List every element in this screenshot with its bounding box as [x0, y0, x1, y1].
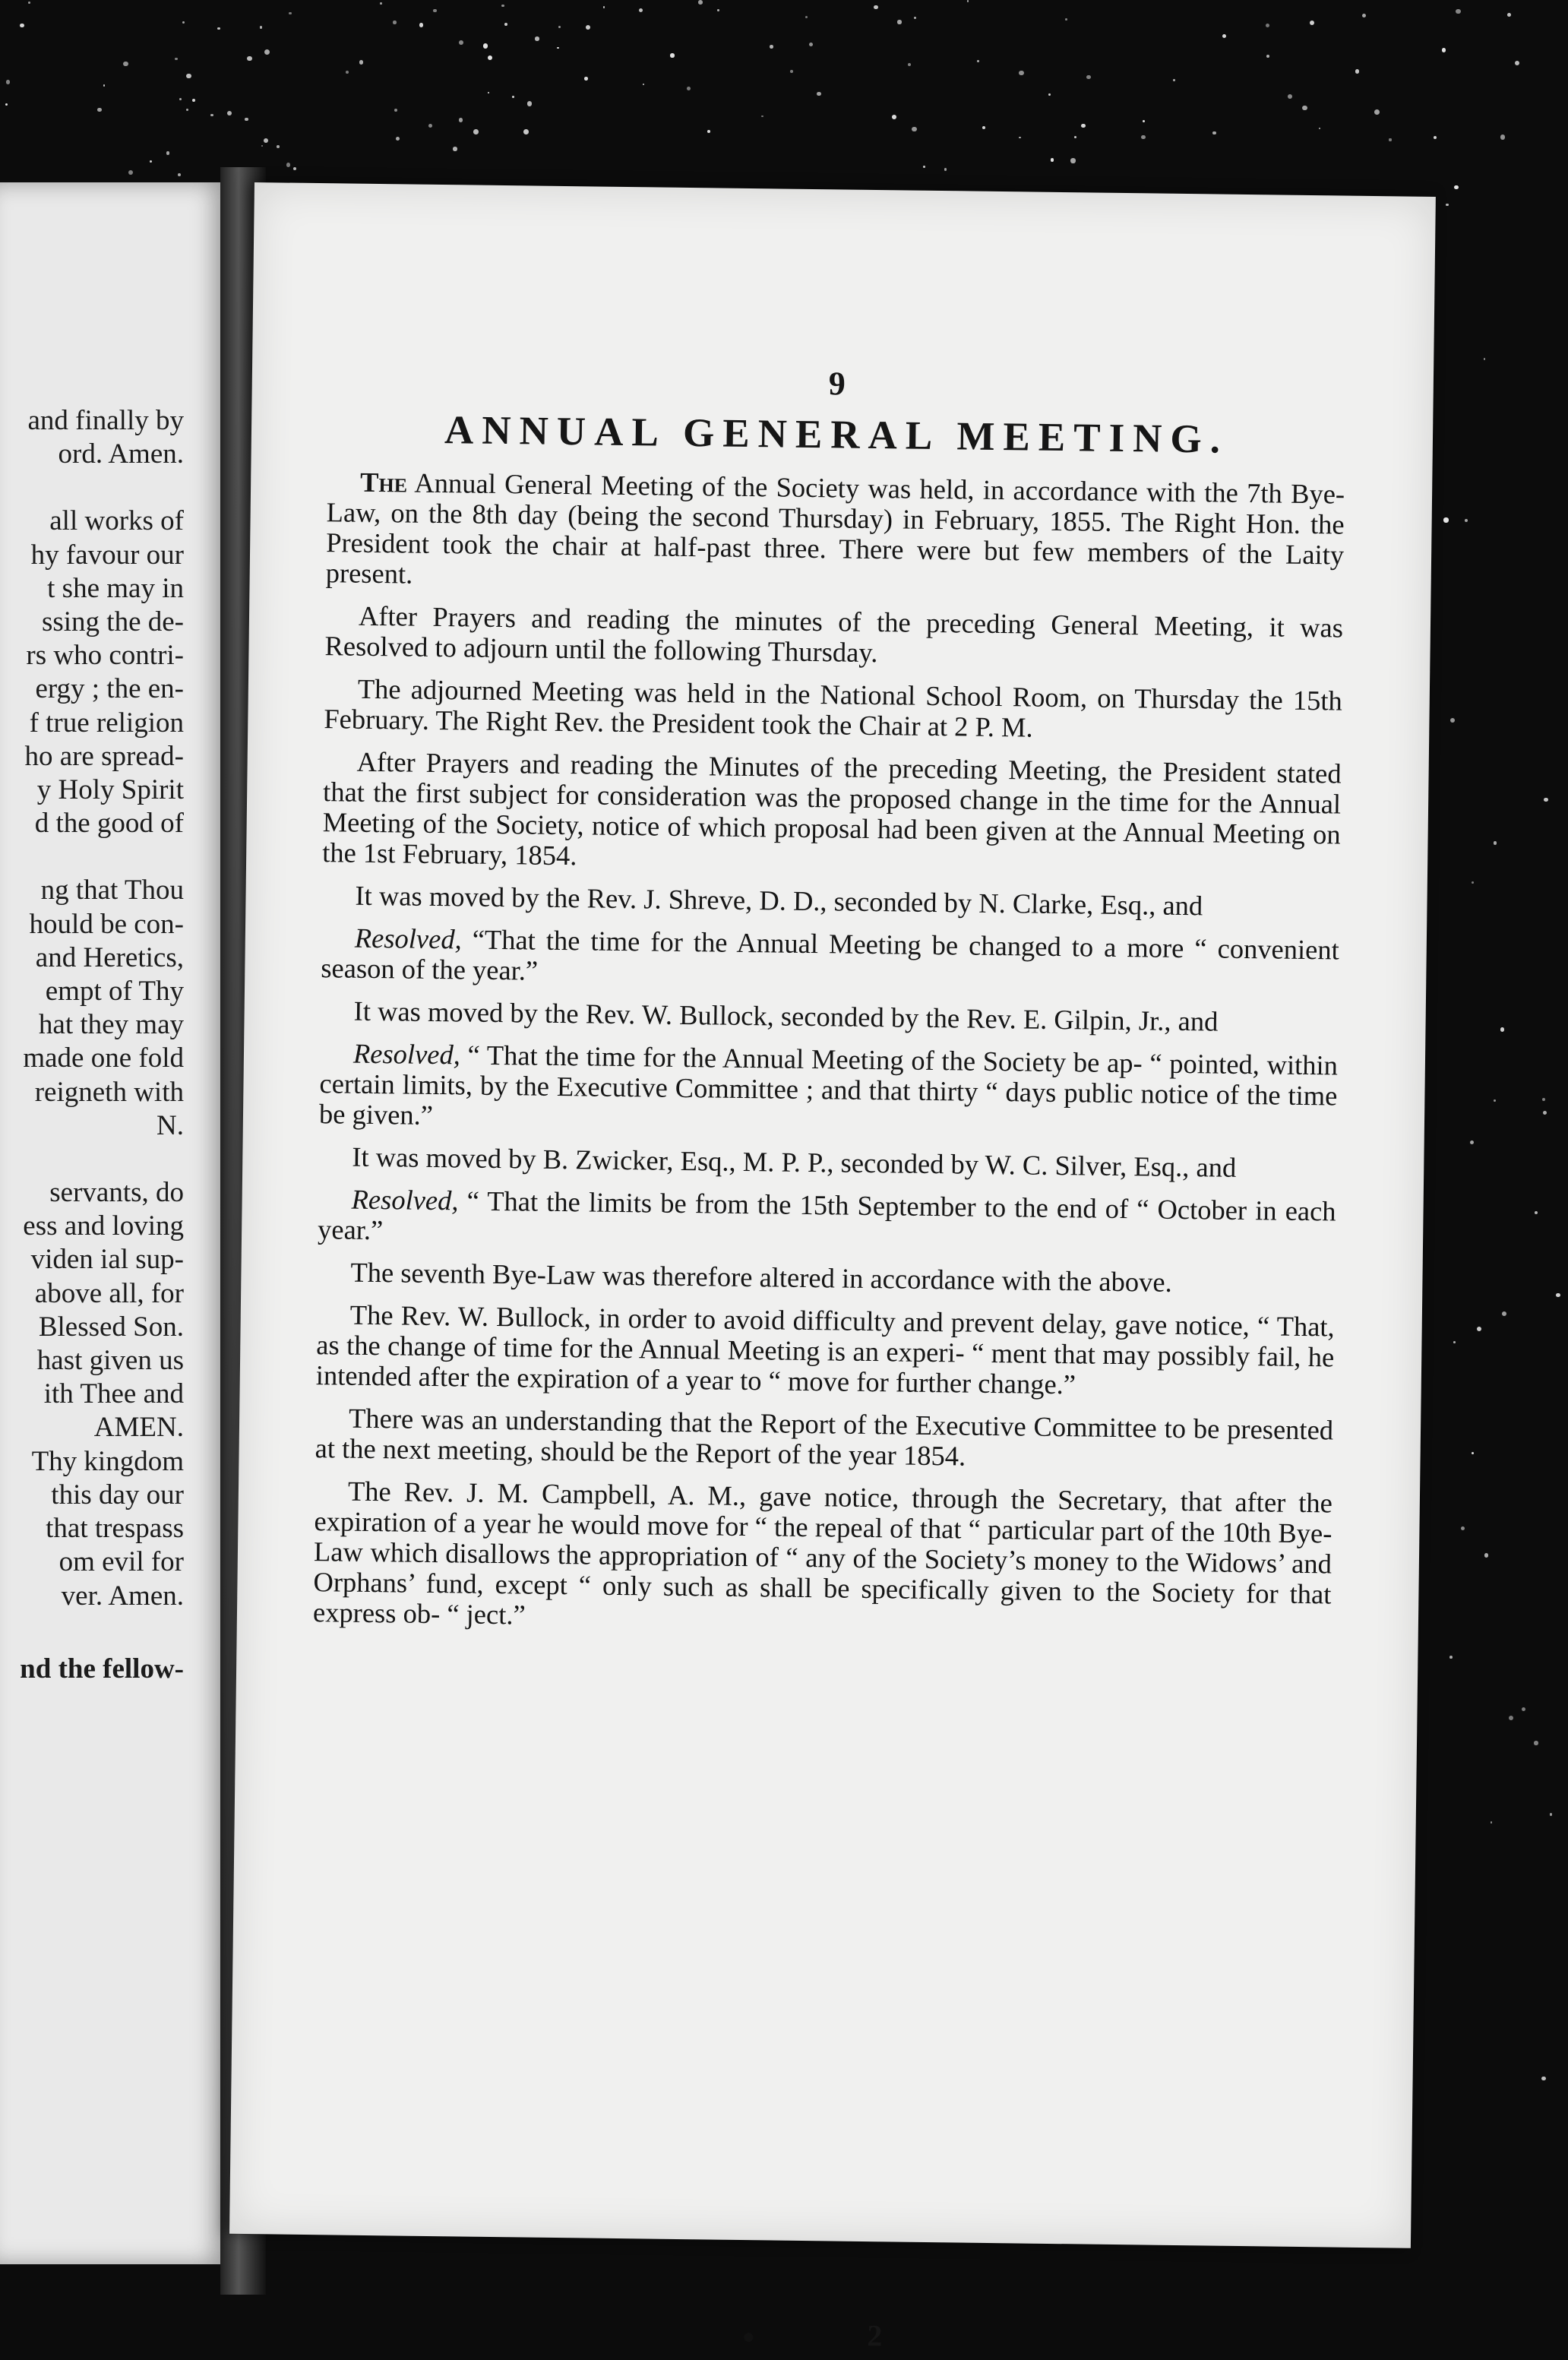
- dust-speck: [967, 0, 969, 2]
- page-title: ANNUAL GENERAL MEETING.: [444, 408, 1229, 462]
- signature-mark: 2: [867, 2318, 883, 2353]
- dust-speck: [501, 5, 504, 8]
- dust-speck: [527, 101, 532, 106]
- left-page-line: that trespass: [46, 1513, 184, 1545]
- dust-speck: [346, 71, 349, 74]
- dust-speck: [1550, 1813, 1552, 1815]
- dust-speck: [707, 130, 711, 134]
- dust-speck: [1465, 519, 1468, 523]
- dust-speck: [260, 26, 262, 28]
- dust-speck: [817, 92, 820, 96]
- dust-speck: [892, 115, 896, 119]
- dust-speck: [1470, 1140, 1474, 1144]
- resolution-1: [321, 922, 1339, 995]
- dust-speck: [103, 84, 106, 87]
- left-page-line: ess and loving: [23, 1210, 184, 1242]
- dust-speck: [5, 103, 8, 106]
- dust-speck: [264, 138, 268, 143]
- dust-speck: [459, 40, 463, 45]
- dust-speck: [557, 47, 558, 49]
- dust-speck: [1456, 9, 1461, 14]
- left-page-line: Thy kingdom: [31, 1445, 184, 1477]
- left-page-line: made one fold: [23, 1042, 184, 1074]
- dust-speck: [982, 126, 985, 129]
- dust-speck: [643, 84, 644, 85]
- dust-speck: [1443, 517, 1448, 522]
- dust-speck: [245, 118, 248, 122]
- resolution-3-lead: Resolved,: [351, 1183, 459, 1216]
- dust-speck: [687, 87, 691, 90]
- left-page-line: all works of: [49, 505, 184, 537]
- dust-speck: [1472, 1452, 1474, 1454]
- dust-speck: [512, 96, 514, 98]
- dust-speck: [293, 167, 296, 170]
- dust-speck: [1074, 136, 1076, 138]
- dust-speck: [182, 21, 185, 24]
- dust-speck: [264, 49, 270, 55]
- dust-speck: [1534, 1741, 1538, 1745]
- dust-speck: [1477, 1327, 1481, 1331]
- resolution-3: [318, 1184, 1336, 1257]
- dust-speck: [6, 80, 10, 84]
- dust-speck: [1484, 358, 1485, 359]
- dust-speck: [603, 6, 605, 8]
- dust-speck: [1065, 18, 1067, 21]
- dust-speck: [210, 114, 213, 116]
- page-number: 9: [828, 365, 846, 403]
- dust-speck: [717, 9, 719, 11]
- dust-speck: [790, 70, 793, 73]
- dust-speck: [1070, 158, 1075, 163]
- dust-speck: [286, 163, 291, 167]
- paragraph-4: After Prayers and reading the Minutes of the preceding Meeting, the President stated that the first subject for consideration was the proposed change in the time for the Annual Meeting of the Society, notice of which proposal had been given at the Annual Meeting on the 1st February, 1854.: [321, 745, 1342, 872]
- left-page-line: ver. Amen.: [61, 1580, 184, 1612]
- dust-speck: [809, 43, 813, 46]
- dust-speck: [1019, 137, 1020, 138]
- dust-speck: [1288, 94, 1292, 99]
- paragraph-12: The Rev. W. Bullock, in order to avoid difficulty and prevent delay, gave notice, “ That, as the change of time for the Annual Meeting is an experi- “ ment that may possibly fail, he intended after the expiration of a year to “ move for further change.”: [315, 1299, 1335, 1400]
- left-page-line: [20, 840, 184, 874]
- dust-speck: [698, 0, 703, 5]
- dust-speck: [453, 147, 457, 151]
- left-page-line: Blessed Son.: [38, 1311, 184, 1343]
- dust-speck: [1500, 134, 1505, 139]
- dust-speck: [1535, 1211, 1538, 1214]
- left-page-line: this day our: [51, 1479, 184, 1511]
- dust-speck: [150, 160, 152, 163]
- left-page-line: viden ial sup-: [30, 1244, 184, 1276]
- dust-speck: [394, 109, 397, 112]
- page-content: [312, 358, 1347, 2353]
- paragraph-1-text: Annual General Meeting of the Society was held, in accordance with the 7th Bye-Law, on the 8th day (being the second Thursday) in February, 1855. The Right Hon. the President took the chair at half-past three. There were but few members of the Laity present.: [325, 467, 1345, 590]
- dust-speck: [1212, 131, 1216, 135]
- left-page-line: t she may in: [47, 572, 184, 604]
- resolution-2-text: “ That the time for the Annual Meeting of the Society be ap- “ pointed, within certain limits, by the Executive Committee ; and that thirty “ days public notice of the time be given.”: [318, 1039, 1339, 1131]
- left-page-fragment: [0, 182, 228, 2264]
- dust-speck: [1051, 158, 1054, 161]
- dust-speck: [1266, 55, 1269, 58]
- dust-speck: [586, 25, 591, 30]
- paragraph-9: It was moved by B. Zwicker, Esq., M. P. P., seconded by W. C. Silver, Esq., and: [352, 1140, 1237, 1183]
- left-page-line: N.: [156, 1109, 184, 1141]
- dust-speck: [977, 60, 978, 62]
- dust-speck: [186, 109, 189, 112]
- dust-speck: [28, 2, 30, 4]
- dust-speck: [488, 92, 489, 93]
- dust-speck: [289, 12, 292, 15]
- left-page-line: ho are spread-: [24, 740, 184, 772]
- left-page-line: hast given us: [36, 1345, 184, 1377]
- dust-speck: [1446, 204, 1448, 206]
- dust-speck: [504, 23, 508, 27]
- dust-speck: [639, 8, 643, 12]
- dust-speck: [535, 36, 539, 41]
- dust-speck: [359, 60, 364, 65]
- dust-speck: [1081, 124, 1085, 128]
- dust-speck: [1310, 21, 1314, 25]
- dust-speck: [227, 111, 232, 116]
- left-page-line: and Heretics,: [35, 941, 184, 973]
- paragraph-13: There was an understanding that the Report of the Executive Committee to be presented at the next meeting, should be the Report of the year 1854.: [315, 1402, 1334, 1472]
- resolution-2: [319, 1038, 1338, 1141]
- dust-speck: [428, 124, 432, 128]
- dust-speck: [897, 20, 901, 24]
- dust-speck: [1173, 79, 1174, 81]
- left-page-line: [20, 1143, 184, 1176]
- dust-speck: [1302, 106, 1307, 111]
- dust-speck: [1472, 881, 1474, 884]
- left-page-line: ith Thee and: [43, 1378, 184, 1410]
- dust-speck: [1266, 24, 1269, 27]
- left-page-line: and finally by: [27, 405, 184, 436]
- dust-speck: [584, 77, 588, 81]
- dust-speck: [1454, 185, 1458, 189]
- left-page-line: ssing the de-: [41, 606, 184, 638]
- dust-speck: [1491, 1821, 1492, 1823]
- left-page-line: rs who contri-: [26, 640, 184, 672]
- dust-speck: [1450, 718, 1455, 723]
- left-page-line: above all, for: [34, 1277, 184, 1309]
- paragraph-7: It was moved by the Rev. W. Bullock, seconded by the Rev. E. Gilpin, Jr., and: [353, 995, 1219, 1037]
- dust-speck: [277, 145, 280, 148]
- dust-speck: [1515, 61, 1519, 65]
- dust-speck: [912, 127, 917, 132]
- dust-speck: [488, 55, 492, 60]
- left-page-line: ord. Amen.: [58, 438, 184, 470]
- dust-speck: [217, 27, 220, 30]
- paragraph-2: After Prayers and reading the minutes of the preceding General Meeting, it was Resolved to adjourn until the following Thursday.: [324, 599, 1344, 669]
- left-page-line: hat they may: [38, 1009, 184, 1041]
- dust-speck: [1442, 48, 1446, 52]
- left-page-line: reigneth with: [34, 1076, 184, 1108]
- dust-speck: [186, 74, 191, 78]
- dust-speck: [483, 43, 488, 49]
- paragraph-5: It was moved by the Rev. J. Shreve, D. D., seconded by N. Clarke, Esq., and: [355, 879, 1203, 922]
- dust-speck: [1494, 841, 1497, 844]
- dust-speck: [433, 9, 436, 12]
- dust-speck: [1544, 798, 1547, 802]
- dust-speck: [1434, 136, 1437, 139]
- dust-speck: [1543, 1111, 1547, 1115]
- dust-speck: [558, 26, 561, 28]
- left-page-text: [20, 404, 184, 1686]
- dust-speck: [97, 108, 101, 112]
- dust-speck: [166, 151, 169, 154]
- left-page-line: ergy ; the en-: [35, 673, 184, 705]
- dust-speck: [1141, 135, 1145, 139]
- dust-speck: [1019, 71, 1023, 75]
- dust-speck: [670, 53, 674, 57]
- left-page-line: ng that Thou: [40, 875, 184, 906]
- dust-speck: [1507, 13, 1511, 17]
- dust-speck: [1048, 93, 1050, 95]
- dust-speck: [1556, 1293, 1560, 1297]
- dust-speck: [805, 16, 808, 18]
- dust-speck: [192, 99, 195, 102]
- dust-speck: [1086, 75, 1091, 80]
- resolution-2-lead: Resolved,: [352, 1037, 461, 1071]
- resolution-3-text: “ That the limits be from the 15th September to the end of “ October in each year.”: [317, 1185, 1336, 1246]
- left-page-line: AMEN.: [93, 1412, 184, 1444]
- dust-speck: [175, 58, 178, 61]
- left-page-line: y Holy Spirit: [36, 774, 184, 806]
- dust-speck: [1222, 34, 1227, 39]
- dust-speck: [923, 166, 925, 168]
- dust-speck: [123, 62, 128, 67]
- dust-speck: [380, 2, 382, 5]
- dust-speck: [396, 137, 400, 141]
- left-page-line: om evil for: [58, 1546, 184, 1578]
- dust-speck: [1502, 1311, 1506, 1316]
- left-page-line: servants, do: [49, 1177, 184, 1209]
- left-page-line: d the good of: [34, 808, 184, 840]
- dust-speck: [874, 5, 878, 10]
- dust-speck: [908, 63, 911, 66]
- left-page-line: f true religion: [29, 707, 184, 739]
- page-footer: [304, 2311, 1322, 2358]
- dust-speck: [914, 17, 917, 20]
- paragraph-14: The Rev. J. M. Campbell, A. M., gave notice, through the Secretary, that after the expiration of a year he would move for “ the repeal of that “ particular part of the 10th Bye-Law which disallows the appropriation of “ any of the Society’s money to the Widows’ and Orphans’ fund, except “ only such as shall be specifically given to the Society for that express ob- “ ject.”: [312, 1475, 1333, 1631]
- dust-speck: [1494, 1099, 1496, 1102]
- dust-speck: [944, 168, 947, 171]
- left-page-line: empt of Thy: [45, 976, 184, 1008]
- dust-speck: [1449, 1656, 1453, 1659]
- dust-speck: [393, 21, 396, 24]
- resolution-1-lead: Resolved,: [354, 922, 462, 955]
- dust-speck: [128, 170, 133, 175]
- dust-speck: [459, 118, 463, 122]
- dust-speck: [20, 24, 24, 28]
- dust-speck: [1389, 138, 1391, 141]
- dust-speck: [761, 115, 763, 117]
- left-page-line: [20, 471, 184, 505]
- dust-speck: [247, 56, 252, 62]
- dust-speck: [1484, 1553, 1489, 1558]
- resolution-1-text: “That the time for the Annual Meeting be changed to a more “ convenient season of the year.”: [321, 923, 1340, 986]
- dust-speck: [178, 173, 181, 176]
- dust-speck: [1500, 1027, 1505, 1032]
- ink-dot: [744, 2333, 753, 2342]
- dust-speck: [1453, 1341, 1456, 1343]
- dust-speck: [523, 129, 529, 134]
- dust-speck: [261, 145, 263, 147]
- paragraph-1: [325, 467, 1345, 600]
- dust-speck: [473, 129, 479, 134]
- paragraph-1-lead: The: [359, 466, 408, 498]
- dust-speck: [1355, 69, 1360, 74]
- left-page-line: hy favour our: [30, 539, 184, 571]
- dust-speck: [1374, 109, 1380, 115]
- dust-speck: [179, 98, 182, 100]
- paragraph-11: The seventh Bye-Law was therefore altered in accordance with the above.: [350, 1256, 1172, 1298]
- dust-speck: [1362, 14, 1366, 17]
- left-page-line: hould be con-: [29, 908, 184, 940]
- page: [229, 182, 1436, 2353]
- dust-speck: [770, 45, 773, 49]
- dust-speck: [419, 23, 424, 27]
- dust-speck: [1509, 1716, 1514, 1721]
- dust-speck: [1461, 1526, 1465, 1530]
- dust-speck: [1541, 2077, 1546, 2081]
- dust-speck: [1143, 120, 1145, 122]
- dust-speck: [1319, 128, 1320, 129]
- left-page-tail: nd the fellow-: [20, 1653, 184, 1685]
- dust-speck: [1522, 1707, 1525, 1711]
- dust-speck: [1542, 1098, 1545, 1101]
- paragraph-3: The adjourned Meeting was held in the National School Room, on Thursday the 15th February. The Right Rev. the President took the Chair at 2 P. M.: [324, 672, 1343, 743]
